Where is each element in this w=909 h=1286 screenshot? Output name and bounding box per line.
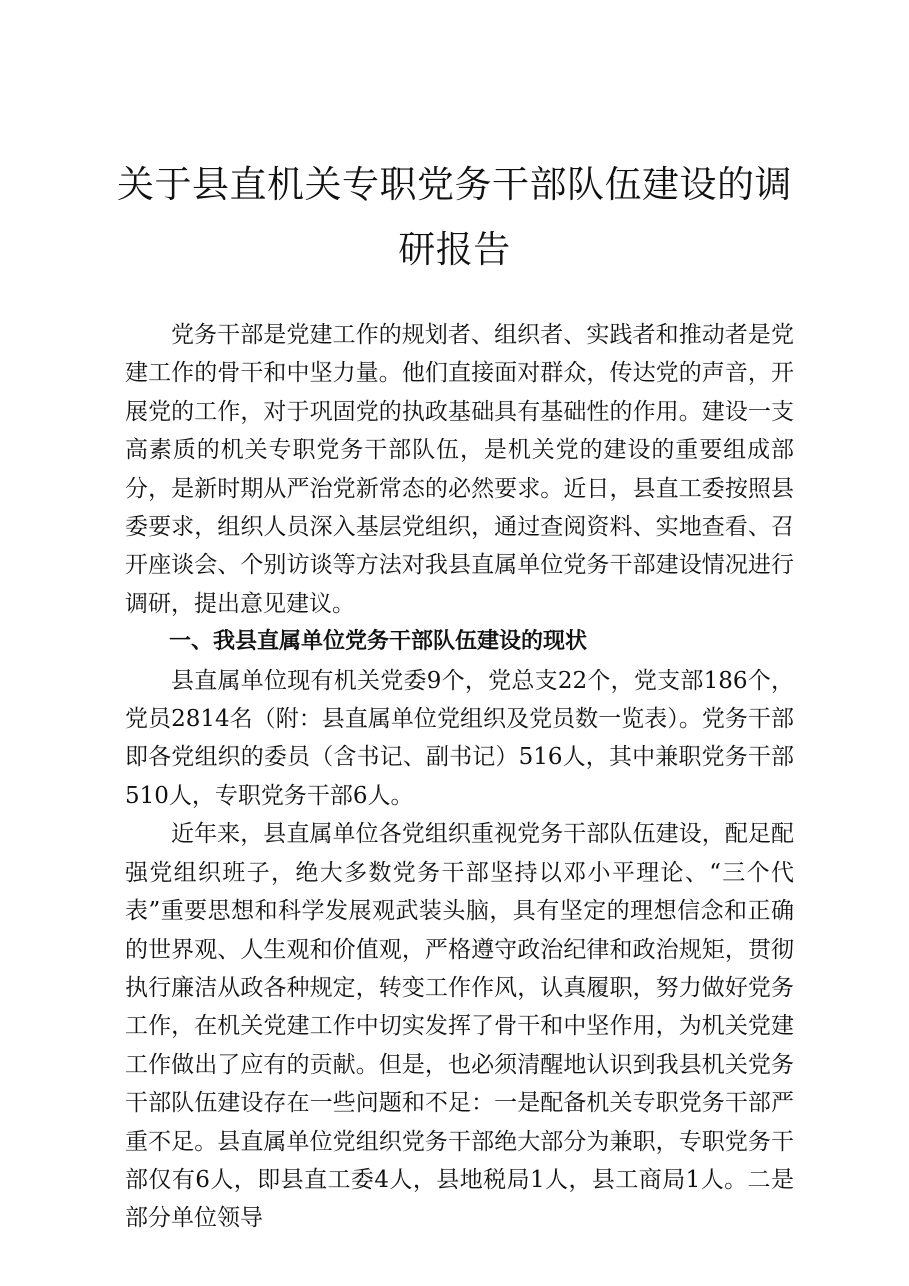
- status-paragraph: 县直属单位现有机关党委9个，党总支22个，党支部186个，党员2814名（附：县直属单位党组织及党员数一览表）。党务干部即各党组织的委员（含书记、副书记）516人，其中兼职党务干部510人，专职党务干部6人。: [125, 667, 794, 809]
- document-title: 关于县直机关专职党务干部队伍建设的调研报告: [117, 163, 792, 271]
- section-heading: 一、我县直属单位党务干部队伍建设的现状: [169, 629, 588, 655]
- analysis-paragraph: 近年来，县直属单位各党组织重视党务干部队伍建设，配足配强党组织班子，绝大多数党务干部坚持以邓小平理论、“三个代表”重要思想和科学发展观武装头脑，具有坚定的理想信念和正确的世界观、人生观和价值观，严格遵守政治纪律和政治规矩，贯彻执行廉洁从政各种规定，转变工作作风，认真履职，努力做好党务工作，在机关党建工作中切实发挥了骨干和中坚作用，为机关党建工作做出了应有的贡献。但是，也必须清醒地认识到我县机关党务干部队伍建设存在一些问题和不足：一是配备机关专职党务干部严重不足。县直属单位党组织党务干部绝大部分为兼职，专职党务干部仅有6人，即县直工委4人，县地税局1人，县工商局1人。二是部分单位领导: [125, 821, 794, 1232]
- intro-paragraph: 党务干部是党建工作的规划者、组织者、实践者和推动者是党建工作的骨干和中坚力量。他们直接面对群众，传达党的声音，开展党的工作，对于巩固党的执政基础具有基础性的作用。建设一支高素质的机关专职党务干部队伍，是机关党的建设的重要组成部分，是新时期从严治党新常态的必然要求。近日，县直工委按照县委要求，组织人员深入基层党组织，通过查阅资料、实地查看、召开座谈会、个别访谈等方法对我县直属单位党务干部建设情况进行调研，提出意见建议。: [125, 322, 794, 617]
- document-body: [125, 316, 794, 1238]
